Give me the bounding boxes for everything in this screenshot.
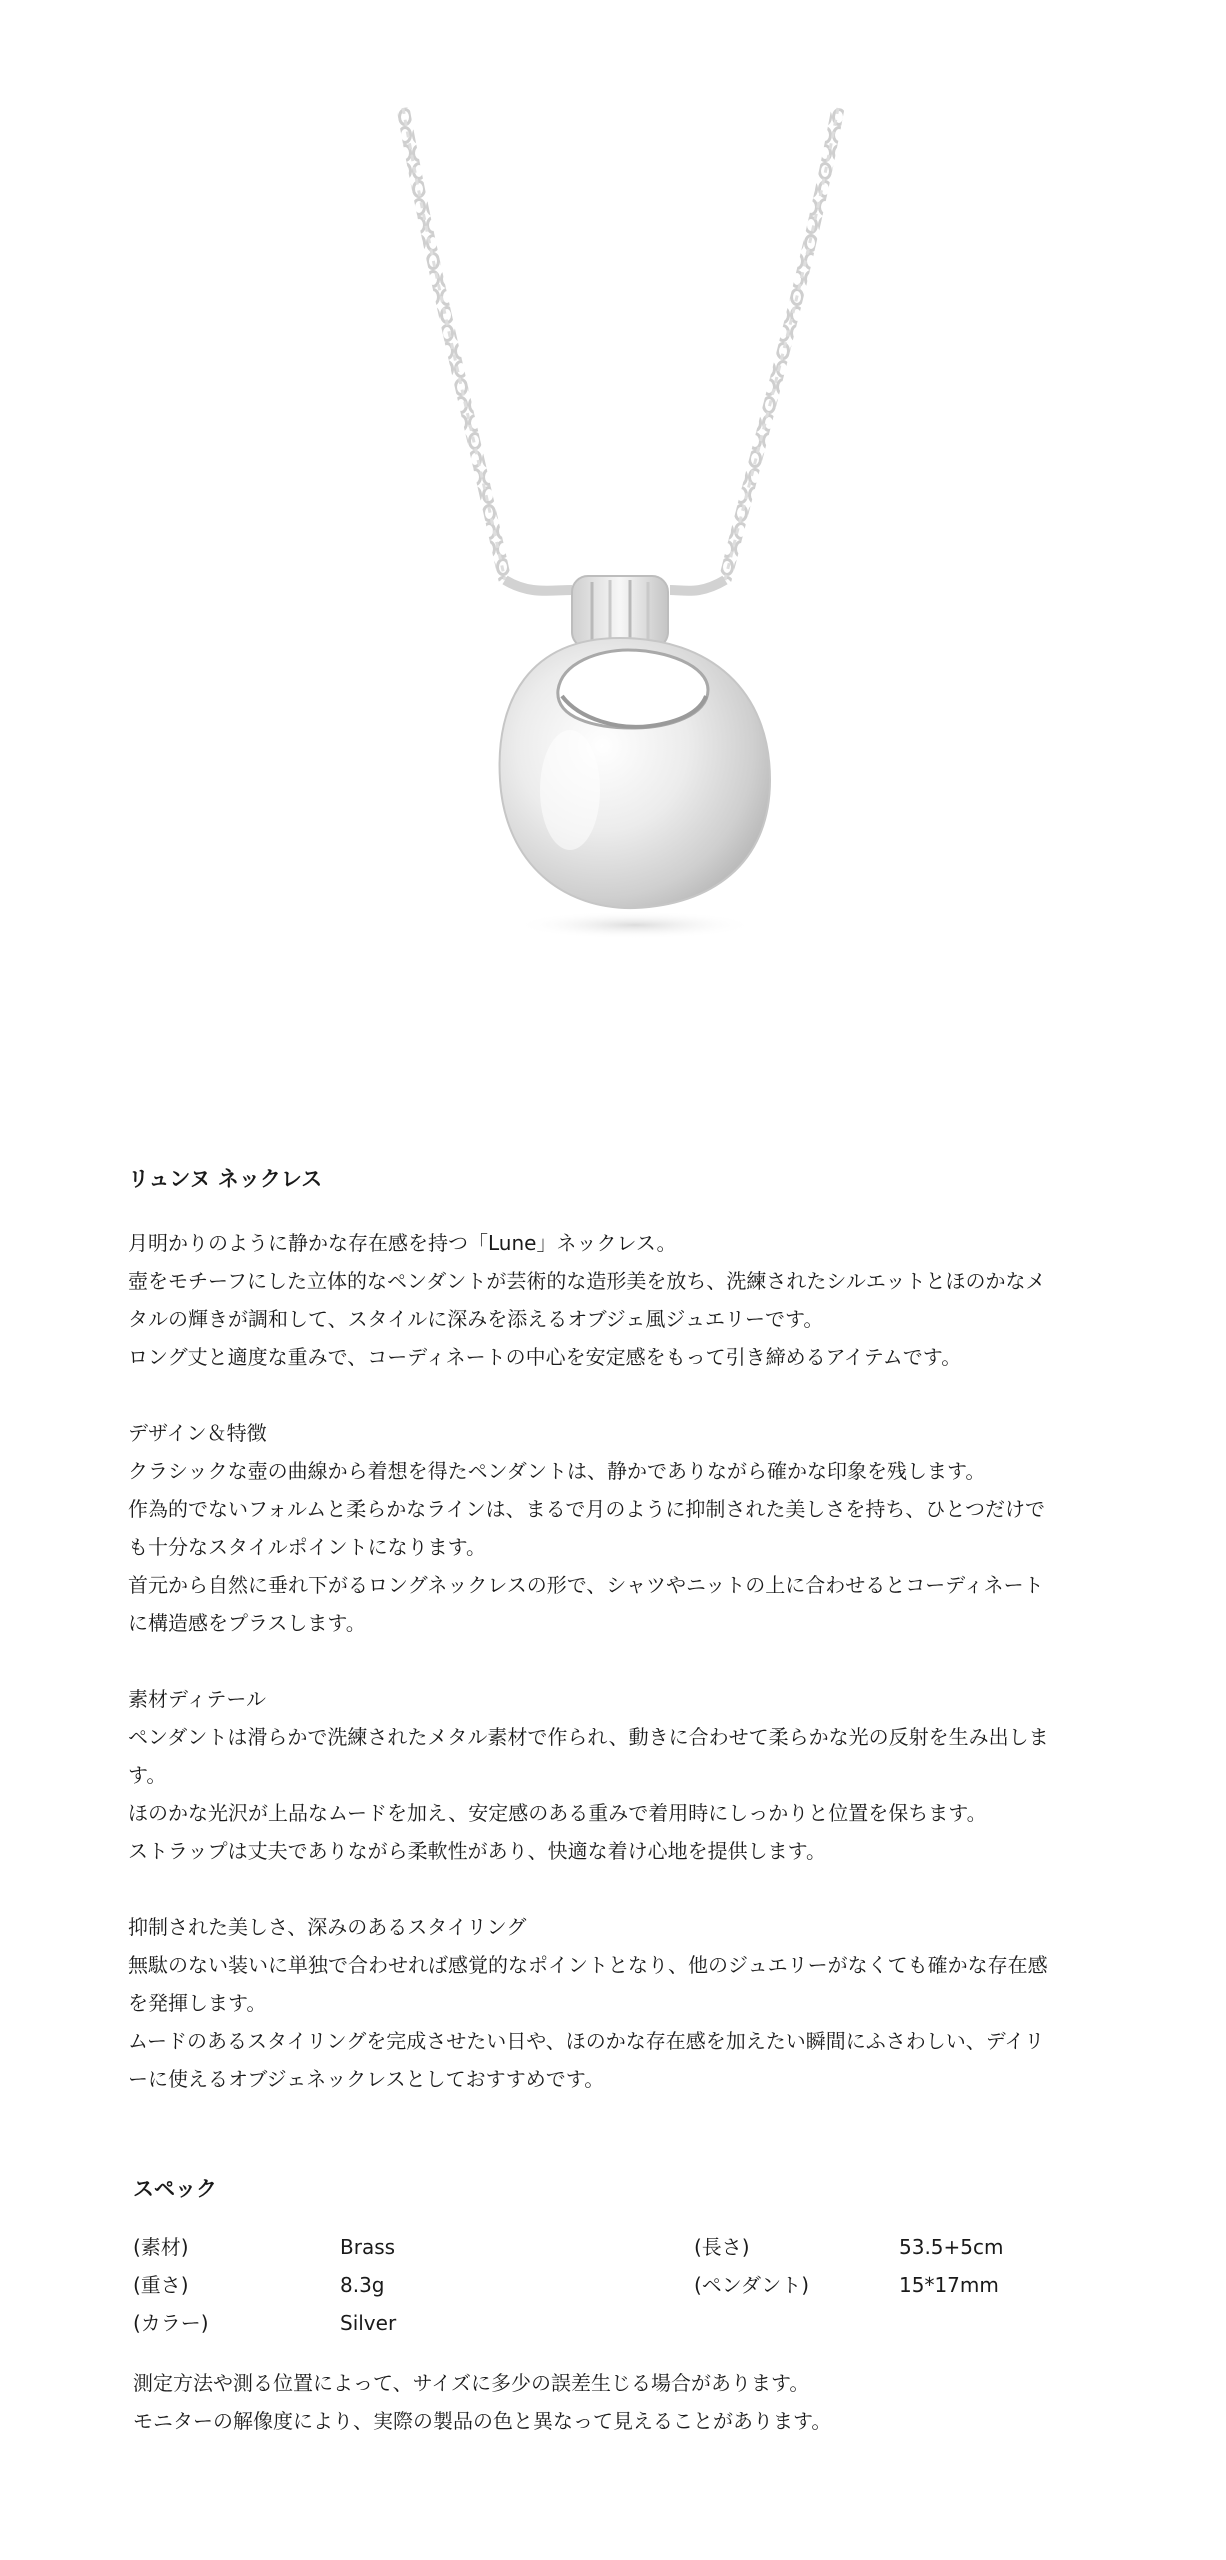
design-features-section [128, 1414, 1108, 1642]
product-image [300, 90, 920, 950]
spec-length-value: 53.5+5cm [899, 2235, 1004, 2259]
intro-line: ロング丈と適度な重みで、コーディネートの中心を安定感をもって引き締めるアイテムです。 [128, 1345, 962, 1369]
section-line: に構造感をプラスします。 [128, 1611, 366, 1635]
section-line: ストラップは丈夫でありながら柔軟性があり、快適な着け心地を提供します。 [128, 1839, 826, 1863]
spec-pendant-label: (ペンダント) [694, 2273, 810, 2297]
spec-note: モニターの解像度により、実際の製品の色と異なって見えることがあります。 [133, 2409, 832, 2433]
spec-weight-value: 8.3g [340, 2273, 385, 2297]
product-description [128, 1160, 1108, 2098]
spec-note: 測定方法や測る位置によって、サイズに多少の誤差生じる場合があります。 [133, 2371, 810, 2395]
silver-pendant-necklace-icon [300, 90, 920, 950]
section-line: ーに使えるオブジェネックレスとしておすすめです。 [128, 2067, 605, 2091]
section-line: 無駄のない装いに単独で合わせれば感覚的なポイントとなり、他のジュエリーがなくても確かな存在感 [128, 1953, 1048, 1977]
spec-table [133, 2228, 1113, 2342]
section-line: クラシックな壺の曲線から着想を得たペンダントは、静かでありながら確かな印象を残します。 [128, 1459, 986, 1483]
spec-section [133, 2170, 1113, 2440]
spec-weight-label: (重さ) [133, 2273, 189, 2297]
pendant-body [500, 638, 770, 908]
section-line: ムードのあるスタイリングを完成させたい日や、ほのかな存在感を加えたい瞬間にふさわしい、デイリ [128, 2029, 1045, 2053]
section-line: を発揮します。 [128, 1991, 267, 2015]
section-line: す。 [128, 1763, 167, 1787]
spec-color-label: (カラー) [133, 2311, 209, 2335]
intro-line: 月明かりのように静かな存在感を持つ「Lune」ネックレス。 [128, 1231, 677, 1255]
spec-notes [133, 2364, 1113, 2440]
section-line: ほのかな光沢が上品なムードを加え、安定感のある重みで着用時にしっかりと位置を保ちます。 [128, 1801, 987, 1825]
section-heading: 素材ディテール [128, 1687, 266, 1711]
intro-line: 壺をモチーフにした立体的なペンダントが芸術的な造形美を放ち、洗練されたシルエットとほのかなメ [128, 1269, 1046, 1293]
section-line: も十分なスタイルポイントになります。 [128, 1535, 486, 1559]
spec-pendant-value: 15*17mm [899, 2273, 999, 2297]
section-line: 作為的でないフォルムと柔らかなラインは、まるで月のように抑制された美しさを持ち、ひとつだけで [128, 1497, 1045, 1521]
section-heading: 抑制された美しさ、深みのあるスタイリング [128, 1915, 527, 1939]
section-heading: デザイン＆特徴 [128, 1421, 267, 1445]
section-line: ペンダントは滑らかで洗練されたメタル素材で作られ、動きに合わせて柔らかな光の反射を生み出しま [128, 1725, 1049, 1749]
spec-material-label: (素材) [133, 2235, 189, 2259]
section-line: 首元から自然に垂れ下がるロングネックレスの形で、シャツやニットの上に合わせるとコーディネート [128, 1573, 1044, 1597]
spec-color-value: Silver [340, 2311, 397, 2335]
product-title: リュンヌ ネックレス [128, 1167, 323, 1191]
styling-section [128, 1908, 1108, 2098]
spec-length-label: (長さ) [694, 2235, 750, 2259]
pendant-reflection [515, 911, 755, 939]
material-details-section [128, 1680, 1108, 1870]
spec-title: スペック [133, 2177, 217, 2201]
intro-line: タルの輝きが調和して、スタイルに深みを添えるオブジェ風ジュエリーです。 [128, 1307, 824, 1331]
intro-paragraph [128, 1224, 1108, 1376]
spec-material-value: Brass [340, 2235, 396, 2259]
